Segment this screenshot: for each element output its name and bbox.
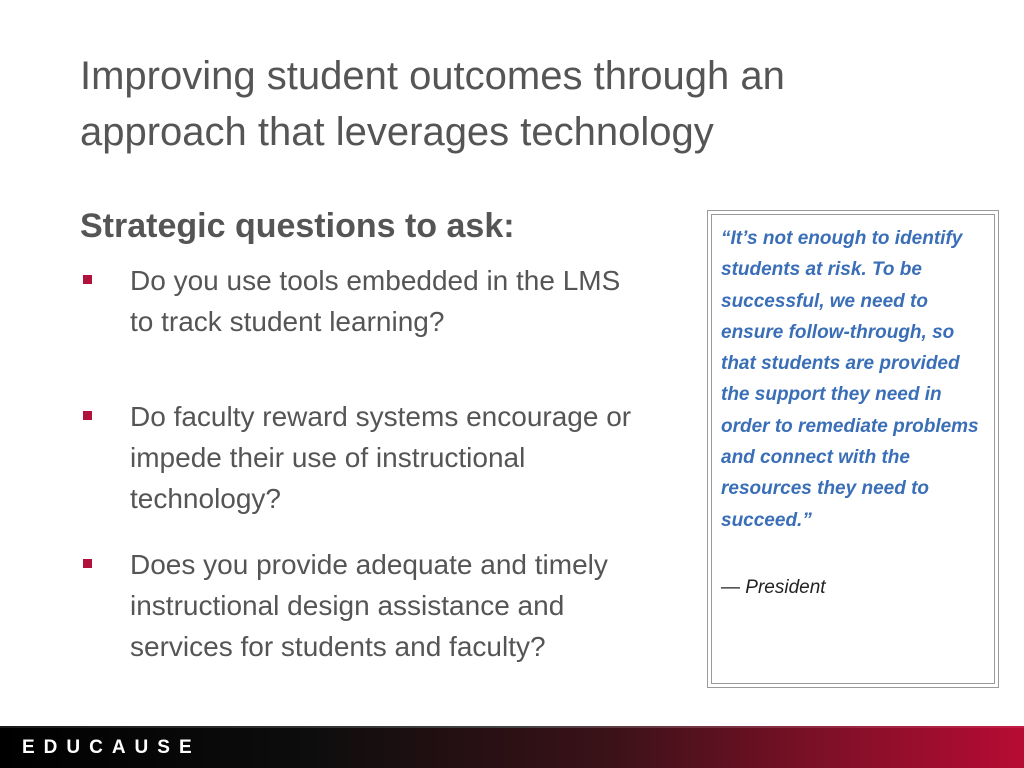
bullet-text: Do you use tools embedded in the LMS to track student learning? xyxy=(130,265,621,337)
bullet-item xyxy=(80,396,640,544)
square-bullet-icon xyxy=(83,411,92,420)
bullet-item xyxy=(80,544,640,667)
footer-divider xyxy=(0,726,1024,728)
educause-logo: EDUCAUSE xyxy=(22,737,201,758)
attribution-name: President xyxy=(745,577,826,598)
attribution-dash: — xyxy=(721,577,740,598)
square-bullet-icon xyxy=(83,275,92,284)
subheading: Strategic questions to ask: xyxy=(80,207,515,245)
quote-text: “It’s not enough to identify students at risk. To be successful, we need to ensure follow-through, so that students are provided the support they need in order to remediate problems and connect with the resources they need to succeed.” xyxy=(721,228,979,531)
quote-box xyxy=(707,210,999,688)
bullet-list xyxy=(80,260,640,667)
square-bullet-icon xyxy=(83,559,92,568)
quote-attribution xyxy=(721,575,826,601)
bullet-text: Do faculty reward systems encourage or impede their use of instructional technology? xyxy=(130,401,632,514)
bullet-text: Does you provide adequate and timely instructional design assistance and services for students and faculty? xyxy=(130,549,608,662)
bullet-item xyxy=(80,260,640,396)
slide-title: Improving student outcomes through an approach that leverages technology xyxy=(80,54,785,154)
